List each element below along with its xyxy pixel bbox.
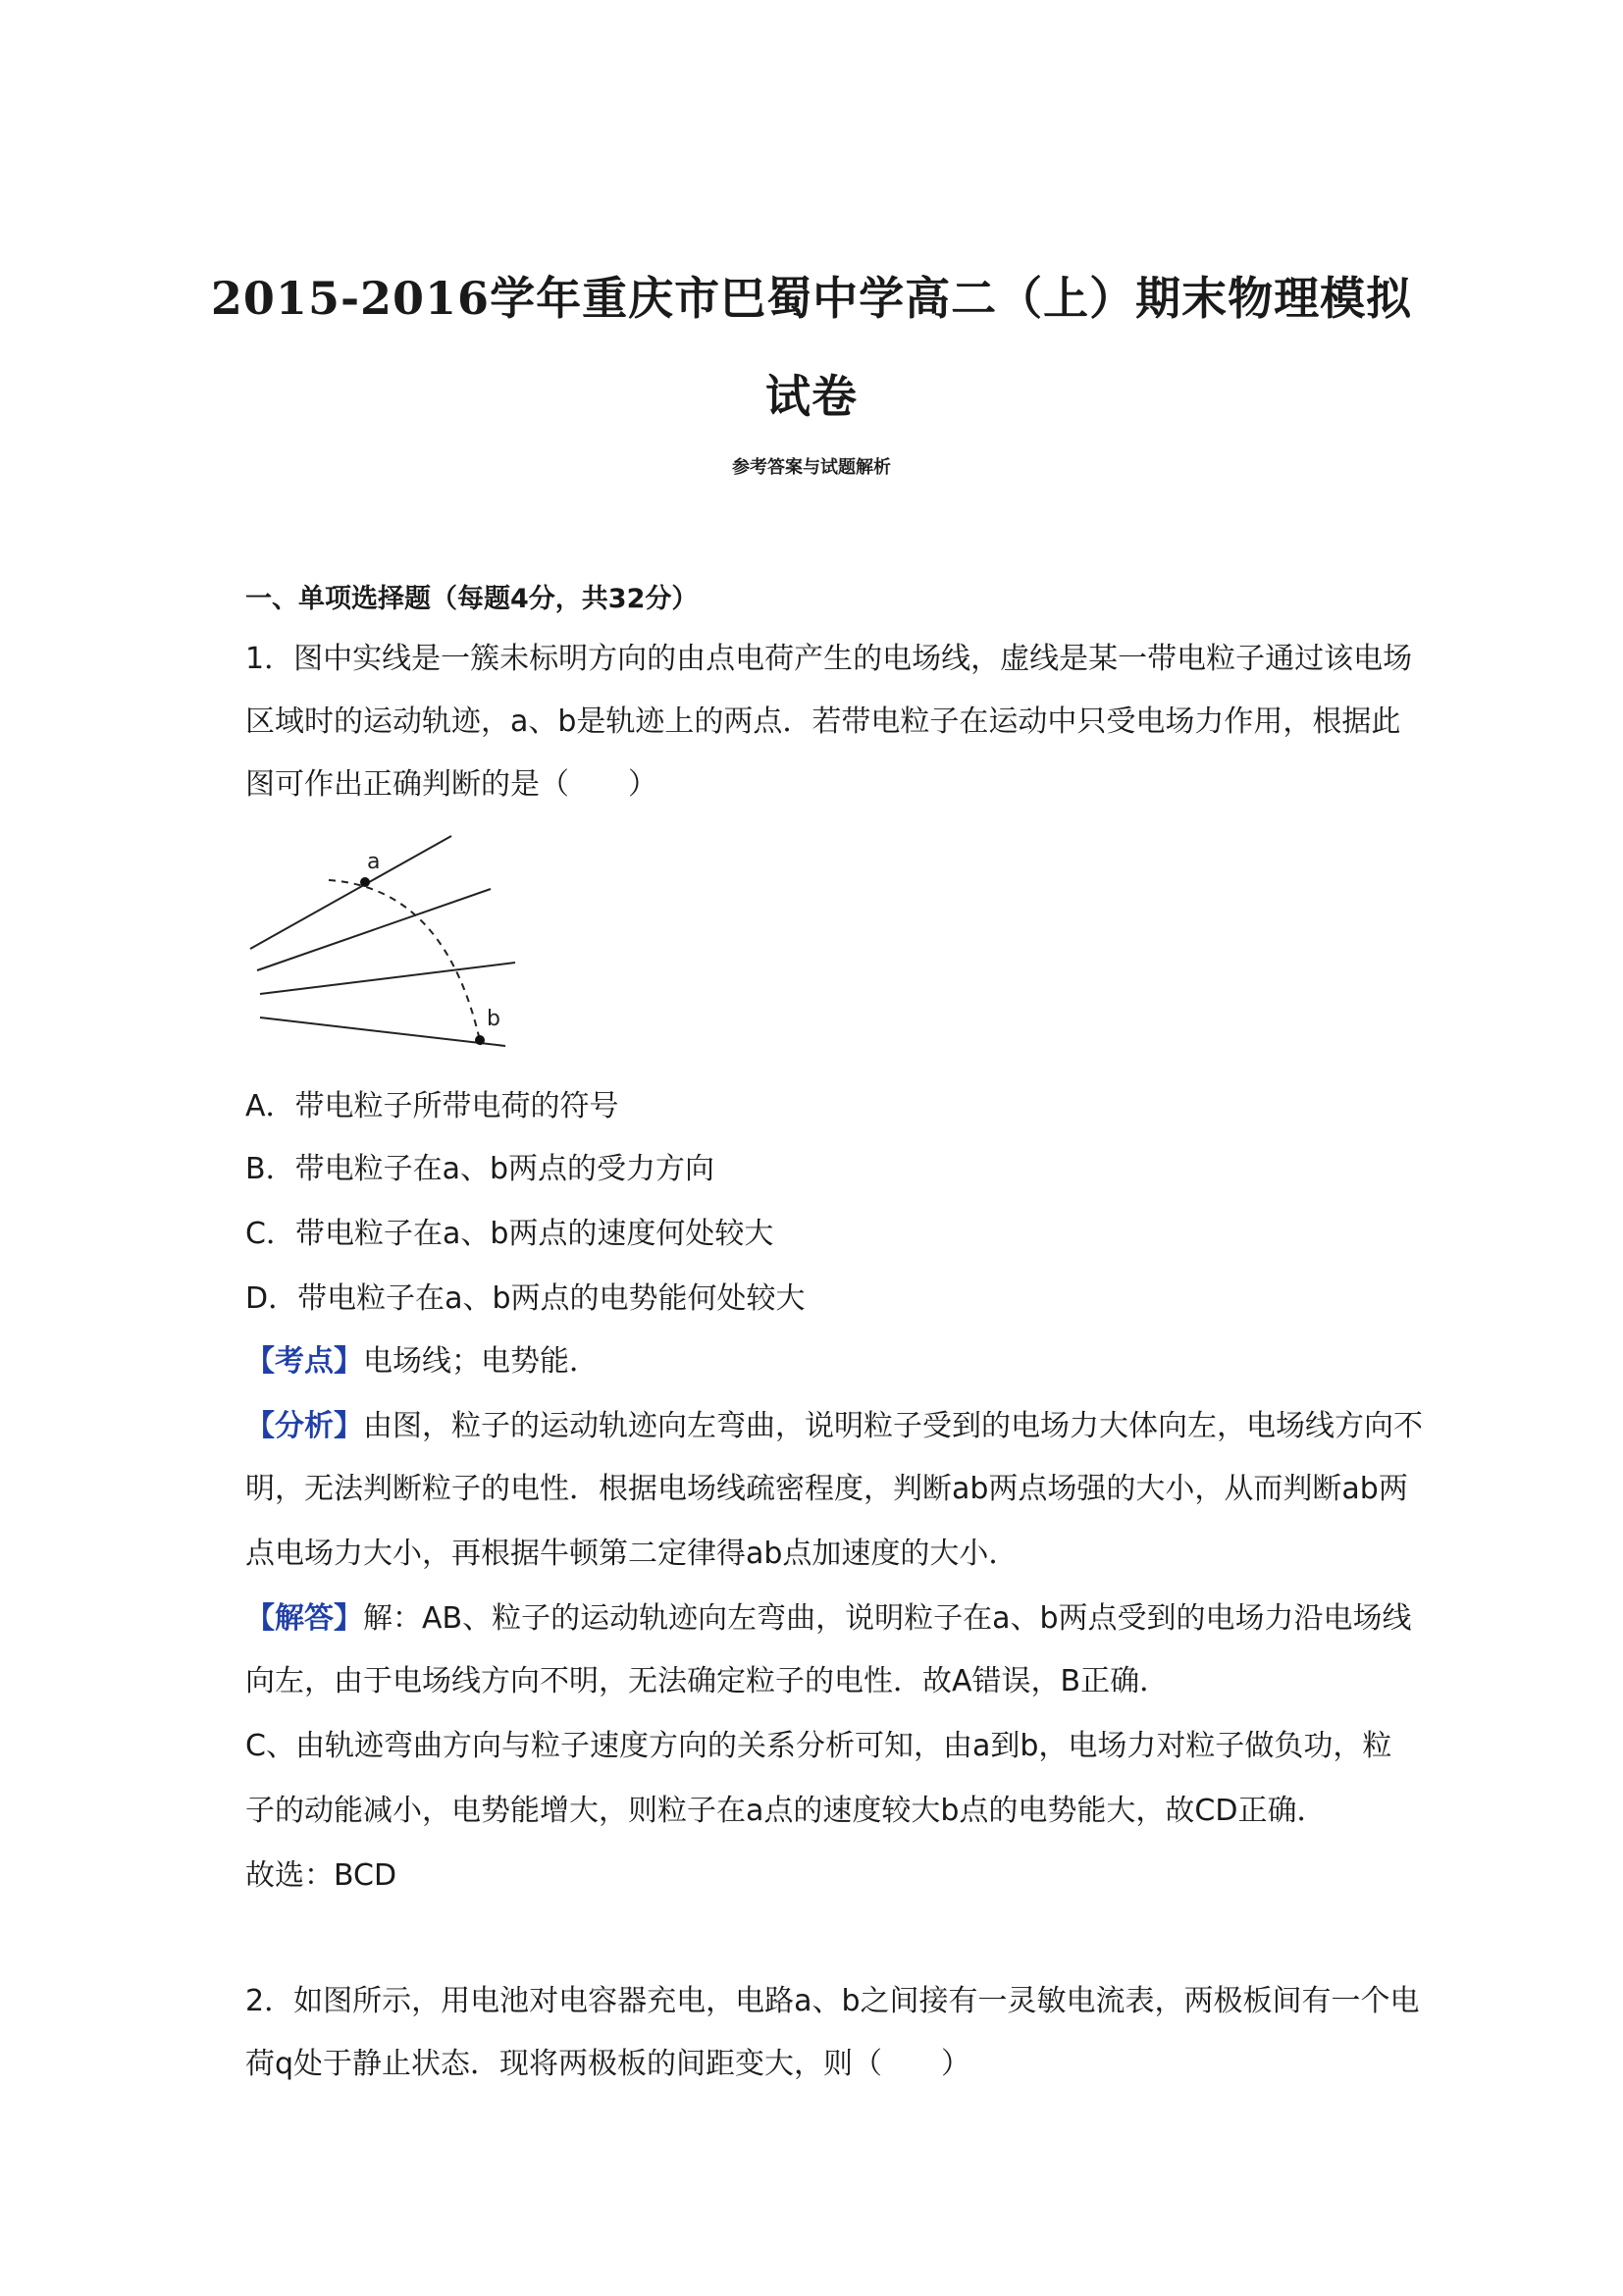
document-title-line-2: 试卷 <box>765 370 858 423</box>
field-line-2 <box>257 889 491 970</box>
q1-option-b: B．带电粒子在a、b两点的受力方向 <box>245 1152 715 1186</box>
q1-stem-line-3: 图可作出正确判断的是（ ） <box>245 767 657 802</box>
particle-trajectory <box>329 880 481 1045</box>
fenxi-tag: 【分析】 <box>245 1409 363 1443</box>
q1-fenxi-line-3: 点电场力大小，再根据牛顿第二定律得ab点加速度的大小． <box>245 1537 1019 1571</box>
label-a: a <box>367 850 381 874</box>
jieda-tag: 【解答】 <box>245 1601 363 1636</box>
point-a <box>360 877 370 887</box>
q1-fenxi-line-1 <box>245 1407 1423 1446</box>
q1-jieda-line-4: 子的动能减小，电势能增大，则粒子在a点的速度较大b点的电势能大，故CD正确． <box>245 1794 1327 1828</box>
q1-option-c: C．带电粒子在a、b两点的速度何处较大 <box>245 1217 774 1251</box>
point-b <box>475 1035 485 1045</box>
q2-stem-line-1: 2．如图所示，用电池对电容器充电，电路a、b之间接有一灵敏电流表，两极板间有一个电 <box>245 1984 1420 2018</box>
q1-stem-line-1: 1．图中实线是一簇未标明方向的由点电荷产生的电场线，虚线是某一带电粒子通过该电场 <box>245 642 1413 676</box>
field-line-3 <box>260 963 515 994</box>
q1-option-d: D．带电粒子在a、b两点的电势能何处较大 <box>245 1281 806 1316</box>
q1-jieda-line-1 <box>245 1599 1412 1639</box>
document-subtitle: 参考答案与试题解析 <box>732 457 891 478</box>
document-title-line-1: 2015-2016学年重庆市巴蜀中学高二（上）期末物理模拟 <box>210 272 1413 325</box>
q1-jieda-line-5: 故选：BCD <box>245 1858 397 1893</box>
q1-option-a: A．带电粒子所带电荷的符号 <box>245 1089 619 1123</box>
label-b: b <box>487 1007 500 1031</box>
fenxi-text-1: 由图，粒子的运动轨迹向左弯曲，说明粒子受到的电场力大体向左，电场线方向不 <box>363 1409 1423 1443</box>
q1-fenxi-line-2: 明，无法判断粒子的电性．根据电场线疏密程度，判断ab两点场强的大小，从而判断ab两 <box>245 1472 1408 1506</box>
jieda-text-1: 解：AB、粒子的运动轨迹向左弯曲，说明粒子在a、b两点受到的电场力沿电场线 <box>363 1601 1412 1636</box>
electric-field-figure <box>245 829 530 1065</box>
field-line-4 <box>260 1018 505 1046</box>
kaodian-text: 电场线；电势能． <box>363 1344 599 1379</box>
section-heading: 一、单项选择题（每题4分，共32分） <box>245 584 699 614</box>
q2-stem-line-2: 荷q处于静止状态．现将两极板的间距变大，则（ ） <box>245 2047 971 2081</box>
q1-jieda-line-2: 向左，由于电场线方向不明，无法确定粒子的电性．故A错误，B正确． <box>245 1664 1170 1698</box>
q1-stem-line-2: 区域时的运动轨迹，a、b是轨迹上的两点．若带电粒子在运动中只受电场力作用，根据此 <box>245 704 1401 739</box>
q1-jieda-line-3: C、由轨迹弯曲方向与粒子速度方向的关系分析可知，由a到b，电场力对粒子做负功，粒 <box>245 1729 1392 1763</box>
q1-kaodian <box>245 1342 599 1382</box>
kaodian-tag: 【考点】 <box>245 1344 363 1379</box>
field-line-1 <box>250 836 451 949</box>
